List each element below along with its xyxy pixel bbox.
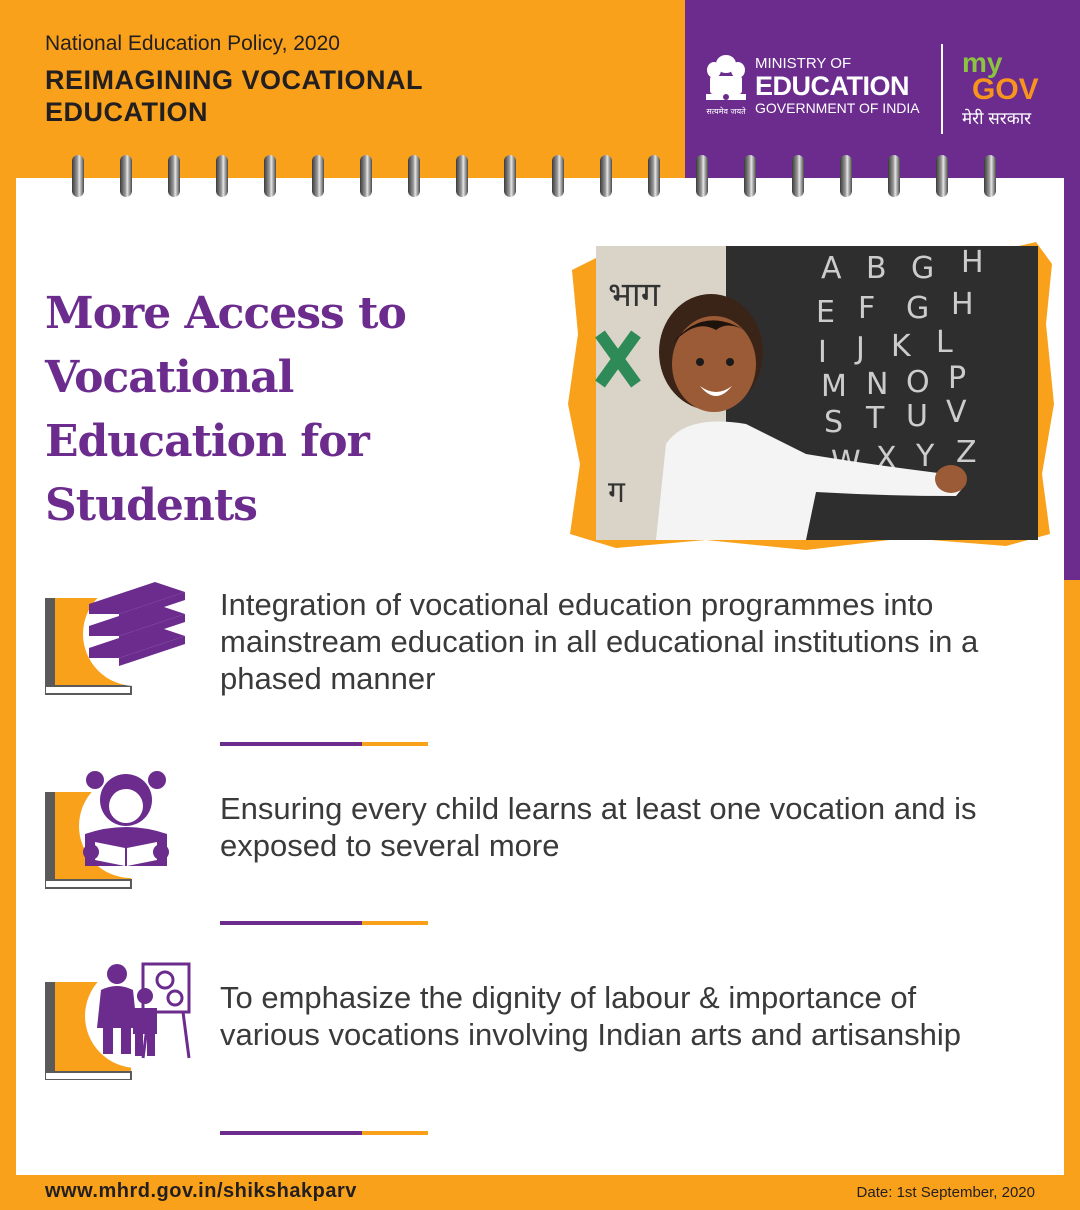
svg-text:J: J [856,331,865,366]
spiral-binding [72,155,1002,201]
item-3-text: To emphasize the dignity of labour & importance of various vocations involving Indian arts and artisanship [220,980,961,1052]
ministry-line3: GOVERNMENT OF INDIA [755,100,920,116]
policy-kicker: National Education Policy, 2020 [45,32,340,55]
ministry-line1: MINISTRY OF [755,55,852,72]
item-1-text: Integration of vocational education programmes into mainstream education in all educational institutions in a phased manner [220,587,979,696]
svg-text:Z: Z [956,435,977,470]
svg-text:V: V [946,395,967,430]
logo-divider [941,44,943,134]
item-2-text: Ensuring every child learns at least one vocation and is exposed to several more [220,791,977,863]
svg-text:L: L [936,325,953,360]
ministry-logo [755,56,920,116]
svg-text:O: O [906,365,930,400]
svg-text:M: M [821,369,847,404]
svg-text:U: U [906,399,928,434]
svg-text:S: S [824,405,844,440]
footer-url-link[interactable]: www.mhrd.gov.in/shikshakparv [45,1180,357,1202]
separator-1 [220,742,428,746]
svg-text:H: H [951,287,974,322]
svg-text:F: F [858,291,876,326]
child-reading-icon [45,770,195,890]
national-emblem-icon [702,50,750,122]
svg-text:E: E [816,295,835,330]
mygov-my: my [962,47,1003,78]
svg-text:H: H [961,245,984,280]
mygov-logo [962,47,1062,129]
separator-2 [220,921,428,925]
separator-3 [220,1131,428,1135]
svg-text:N: N [866,367,889,402]
page-title: REIMAGINING VOCATIONAL EDUCATION [45,65,423,127]
student-at-blackboard-photo [566,234,1056,554]
svg-text:I: I [818,335,827,370]
svg-text:भाग: भाग [608,275,660,315]
ministry-line2: EDUCATION [755,71,909,101]
svg-text:P: P [948,361,967,396]
svg-text:T: T [866,401,885,436]
books-stack-icon [45,578,195,698]
emblem-caption: सत्यमेव जयते [706,107,746,116]
section-heading: More Access to Vocational Education for Students [45,288,406,531]
svg-text:G: G [911,251,935,286]
footer-date: Date: 1st September, 2020 [856,1184,1035,1201]
artisan-teaching-icon [45,960,195,1080]
mygov-tagline: मेरी सरकार [962,109,1032,128]
svg-text:G: G [906,291,930,326]
svg-text:K: K [891,329,911,364]
svg-text:X: X [876,441,897,476]
svg-text:B: B [866,251,887,286]
svg-text:A: A [821,251,842,286]
svg-text:ग: ग [608,475,625,510]
mygov-gov: GOV [972,73,1039,106]
svg-text:Y: Y [916,439,935,474]
